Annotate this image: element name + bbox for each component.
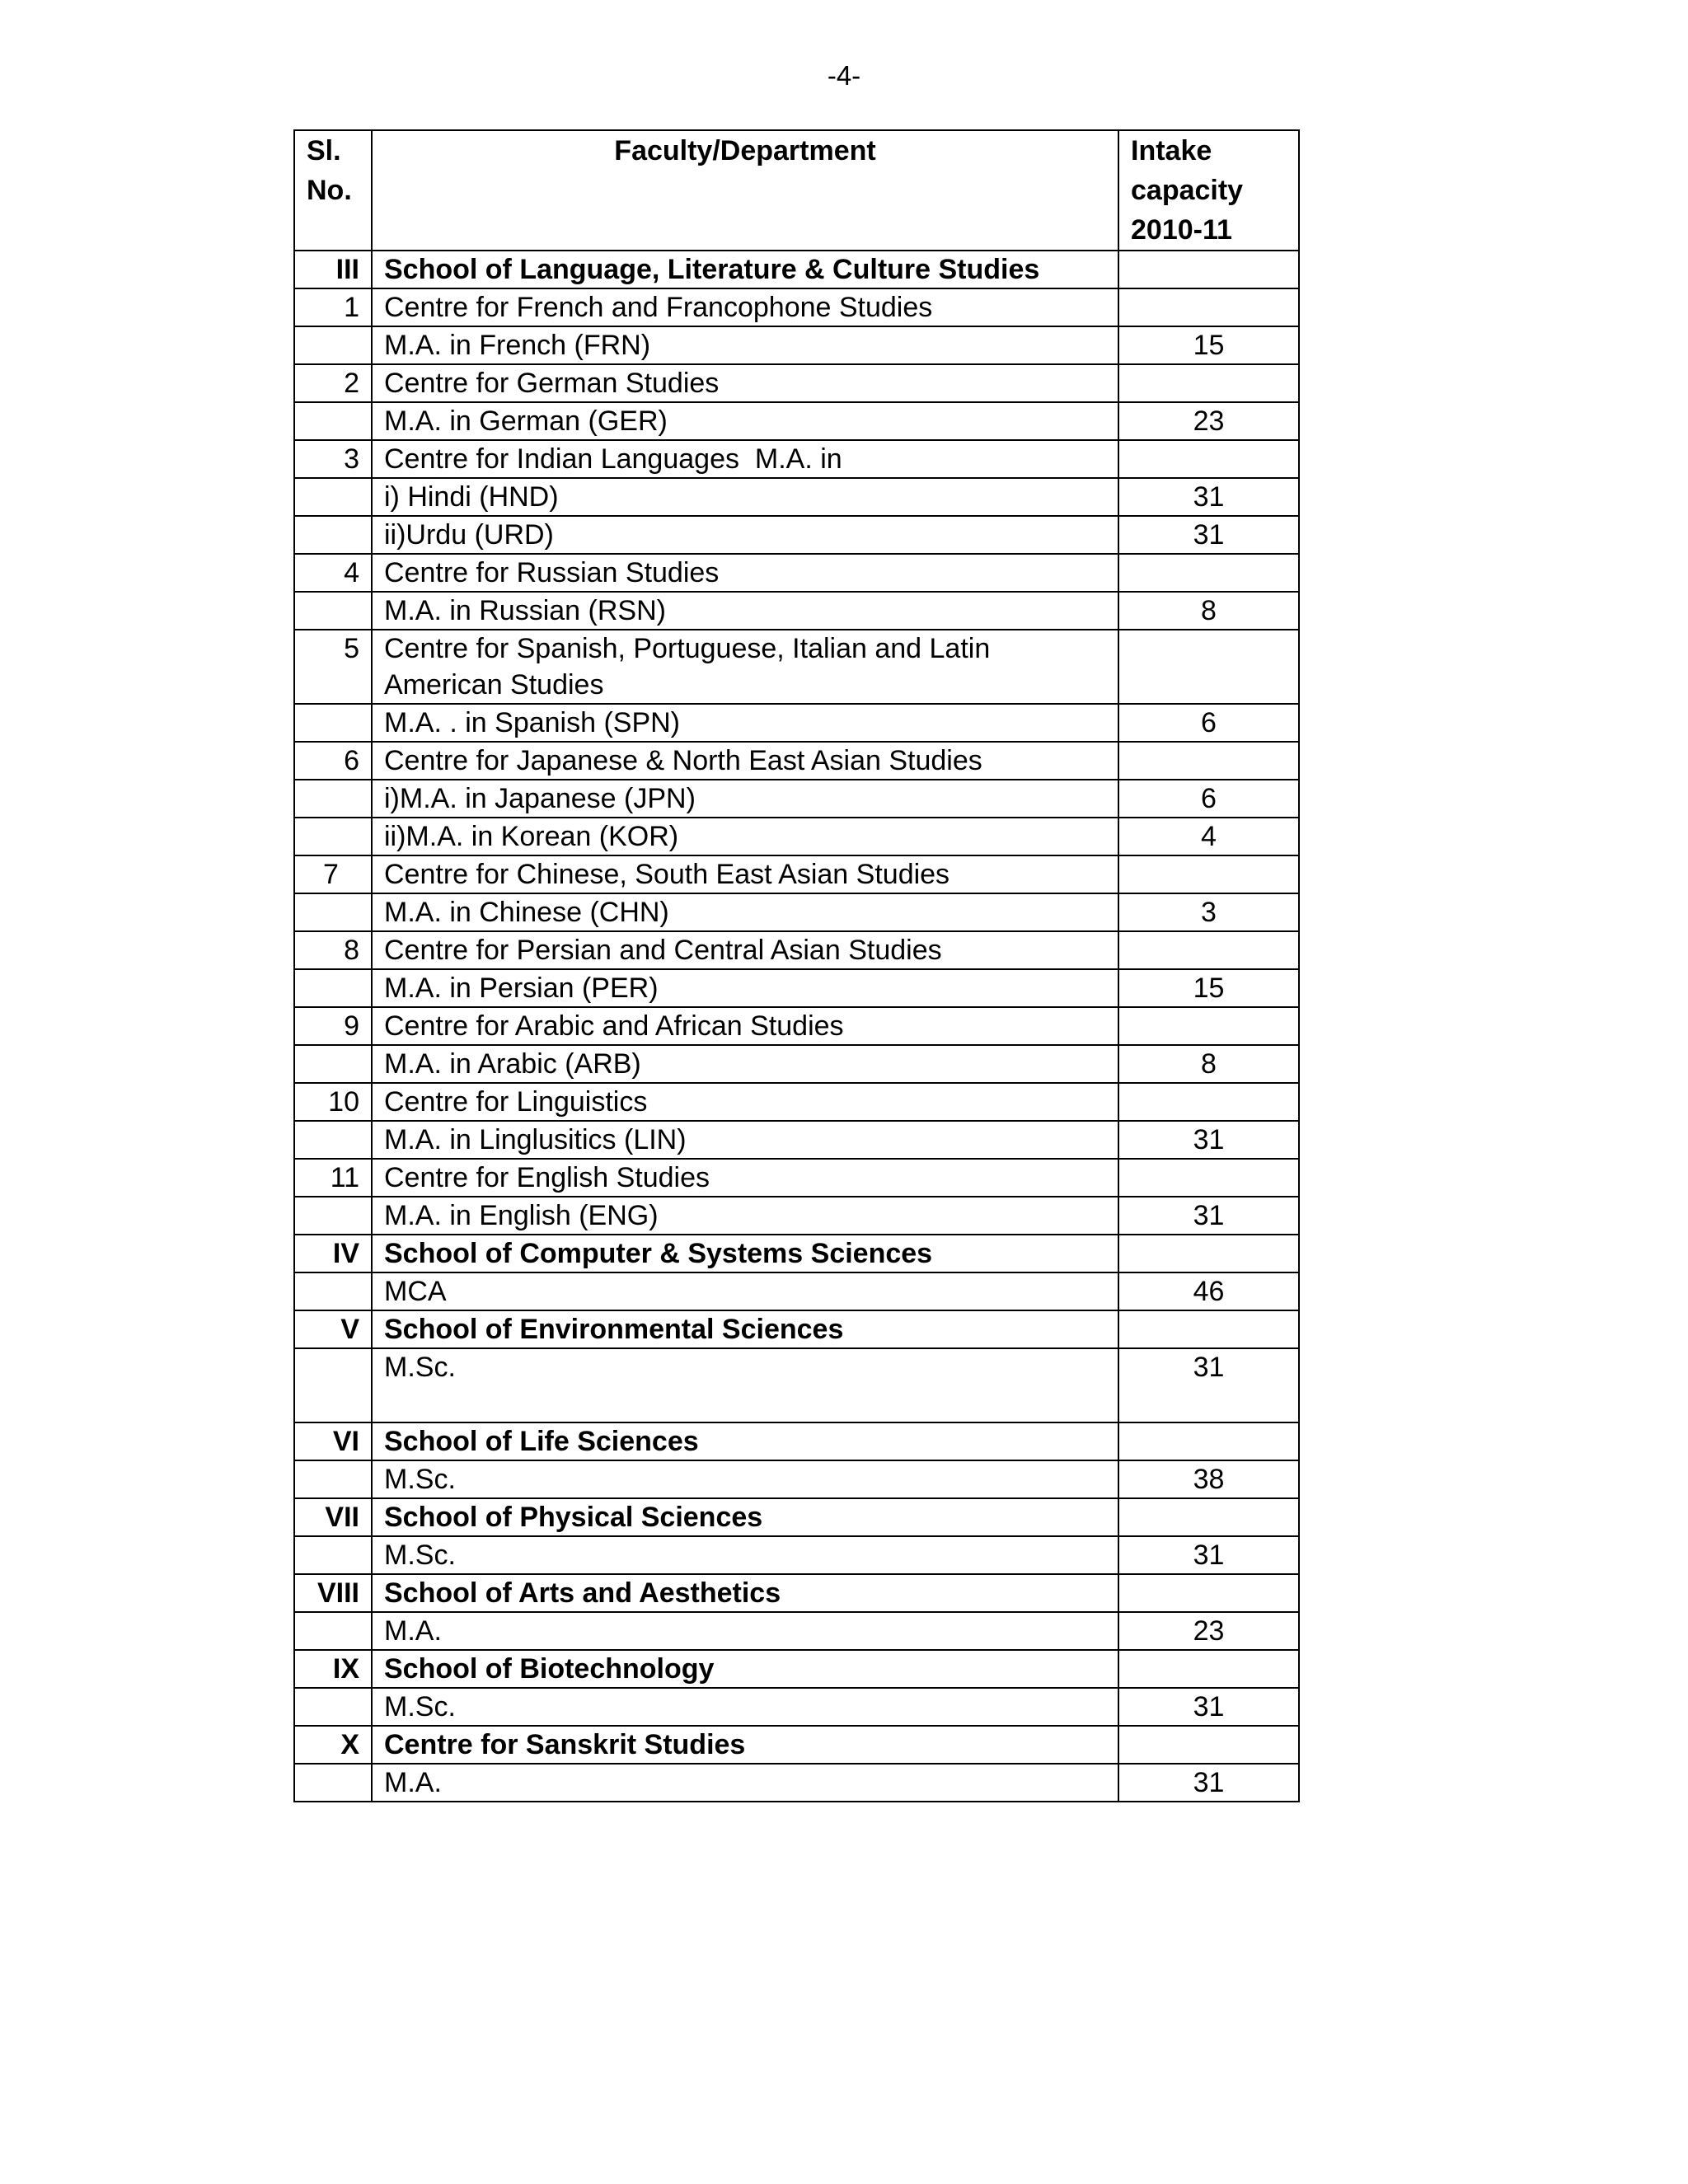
intake-cell [1118, 1726, 1299, 1764]
sl-cell: VIII [294, 1574, 372, 1612]
faculty-cell: M.Sc. [372, 1460, 1118, 1498]
table-row [294, 1422, 1299, 1460]
faculty-cell: M.A. in French (FRN) [372, 326, 1118, 364]
table-header-row [294, 130, 1299, 251]
faculty-cell: Centre for Japanese & North East Asian Studies [372, 742, 1118, 780]
intake-cell [1118, 1310, 1299, 1348]
table-row [294, 780, 1299, 818]
table-row [294, 478, 1299, 516]
table-row [294, 1688, 1299, 1726]
table-row [294, 969, 1299, 1007]
faculty-cell: School of Arts and Aesthetics [372, 1574, 1118, 1612]
sl-cell: V [294, 1310, 372, 1348]
intake-cell: 31 [1118, 478, 1299, 516]
sl-cell: 7 [294, 855, 372, 893]
faculty-cell: ii)M.A. in Korean (KOR) [372, 818, 1118, 855]
table-row [294, 1612, 1299, 1650]
intake-cell: 31 [1118, 1688, 1299, 1726]
sl-cell [294, 1764, 372, 1802]
faculty-cell: Centre for Russian Studies [372, 554, 1118, 592]
sl-cell: III [294, 251, 372, 288]
table-row [294, 402, 1299, 440]
sl-cell [294, 1536, 372, 1574]
sl-cell: 8 [294, 931, 372, 969]
sl-cell: 5 [294, 630, 372, 704]
sl-cell [294, 1688, 372, 1726]
table-row [294, 1764, 1299, 1802]
faculty-cell: Centre for Persian and Central Asian Studies [372, 931, 1118, 969]
sl-cell [294, 1460, 372, 1498]
intake-cell [1118, 440, 1299, 478]
sl-cell [294, 516, 372, 554]
sl-cell [294, 704, 372, 742]
intake-cell [1118, 742, 1299, 780]
table-row [294, 1235, 1299, 1272]
intake-cell: 46 [1118, 1272, 1299, 1310]
faculty-cell: Centre for French and Francophone Studies [372, 288, 1118, 326]
faculty-cell: M.A. . in Spanish (SPN) [372, 704, 1118, 742]
sl-cell [294, 1348, 372, 1422]
sl-cell: 3 [294, 440, 372, 478]
intake-cell: 6 [1118, 780, 1299, 818]
sl-cell [294, 780, 372, 818]
intake-cell [1118, 1650, 1299, 1688]
table-row [294, 1159, 1299, 1197]
table-row [294, 554, 1299, 592]
intake-cell: 8 [1118, 592, 1299, 630]
table-row [294, 630, 1299, 704]
table-row [294, 1310, 1299, 1348]
sl-cell: 11 [294, 1159, 372, 1197]
sl-cell [294, 1612, 372, 1650]
table-row [294, 326, 1299, 364]
table-row [294, 592, 1299, 630]
intake-cell [1118, 1235, 1299, 1272]
table-row [294, 1272, 1299, 1310]
intake-cell: 31 [1118, 1348, 1299, 1422]
faculty-cell: M.A. in Chinese (CHN) [372, 893, 1118, 931]
intake-cell [1118, 1422, 1299, 1460]
table-row [294, 818, 1299, 855]
faculty-cell: Centre for Arabic and African Studies [372, 1007, 1118, 1045]
faculty-cell: M.A. in German (GER) [372, 402, 1118, 440]
table-row [294, 1045, 1299, 1083]
intake-cell: 23 [1118, 402, 1299, 440]
intake-cell: 31 [1118, 516, 1299, 554]
sl-cell: VII [294, 1498, 372, 1536]
faculty-cell: M.A. in Persian (PER) [372, 969, 1118, 1007]
sl-cell [294, 893, 372, 931]
faculty-cell: Centre for Spanish, Portuguese, Italian and Latin American Studies [372, 630, 1118, 704]
faculty-cell: MCA [372, 1272, 1118, 1310]
header-sl-line1: Sl. [307, 135, 341, 166]
faculty-cell: School of Physical Sciences [372, 1498, 1118, 1536]
intake-cell [1118, 1574, 1299, 1612]
header-faculty-label: Faculty/Department [614, 135, 876, 166]
intake-cell: 38 [1118, 1460, 1299, 1498]
table-row [294, 1650, 1299, 1688]
header-sl-no [294, 130, 372, 251]
intake-cell: 31 [1118, 1536, 1299, 1574]
intake-cell [1118, 1159, 1299, 1197]
sl-cell: IX [294, 1650, 372, 1688]
sl-cell [294, 969, 372, 1007]
table-row [294, 440, 1299, 478]
faculty-cell: Centre for Sanskrit Studies [372, 1726, 1118, 1764]
faculty-cell: M.A. in Russian (RSN) [372, 592, 1118, 630]
faculty-cell: M.Sc. [372, 1536, 1118, 1574]
header-faculty [372, 130, 1118, 251]
table-row [294, 288, 1299, 326]
table-row [294, 1007, 1299, 1045]
intake-cell: 31 [1118, 1764, 1299, 1802]
faculty-cell: School of Language, Literature & Culture Studies [372, 251, 1118, 288]
faculty-cell: Centre for German Studies [372, 364, 1118, 402]
sl-cell: 4 [294, 554, 372, 592]
sl-cell [294, 1045, 372, 1083]
intake-cell [1118, 855, 1299, 893]
faculty-cell: Centre for Indian Languages M.A. in [372, 440, 1118, 478]
faculty-cell: Centre for Linguistics [372, 1083, 1118, 1121]
sl-cell: 10 [294, 1083, 372, 1121]
table-row [294, 1121, 1299, 1159]
table-row [294, 1536, 1299, 1574]
sl-cell: 6 [294, 742, 372, 780]
table-row [294, 364, 1299, 402]
table-row [294, 1083, 1299, 1121]
intake-cell [1118, 1083, 1299, 1121]
sl-cell [294, 1197, 372, 1235]
header-sl-line2: No. [307, 175, 352, 206]
faculty-cell: M.A. [372, 1612, 1118, 1650]
table-row [294, 855, 1299, 893]
table-row [294, 1574, 1299, 1612]
intake-cell: 31 [1118, 1121, 1299, 1159]
table-row [294, 516, 1299, 554]
faculty-cell: M.A. in English (ENG) [372, 1197, 1118, 1235]
intake-cell: 31 [1118, 1197, 1299, 1235]
intake-cell [1118, 1498, 1299, 1536]
sl-cell: 1 [294, 288, 372, 326]
table-row [294, 742, 1299, 780]
faculty-cell: School of Environmental Sciences [372, 1310, 1118, 1348]
table-row [294, 893, 1299, 931]
intake-cell [1118, 554, 1299, 592]
table-row [294, 1348, 1299, 1422]
faculty-cell: School of Computer & Systems Sciences [372, 1235, 1118, 1272]
sl-cell [294, 1121, 372, 1159]
intake-cell: 15 [1118, 969, 1299, 1007]
sl-cell: IV [294, 1235, 372, 1272]
sl-cell [294, 478, 372, 516]
table-row [294, 1197, 1299, 1235]
intake-cell: 8 [1118, 1045, 1299, 1083]
sl-cell [294, 818, 372, 855]
sl-cell [294, 1272, 372, 1310]
faculty-cell: M.Sc. [372, 1688, 1118, 1726]
sl-cell: VI [294, 1422, 372, 1460]
table-row [294, 1726, 1299, 1764]
table-row [294, 931, 1299, 969]
intake-cell [1118, 251, 1299, 288]
faculty-cell: Centre for English Studies [372, 1159, 1118, 1197]
intake-capacity-table [293, 129, 1300, 1802]
sl-cell: X [294, 1726, 372, 1764]
faculty-cell: i) Hindi (HND) [372, 478, 1118, 516]
intake-cell [1118, 364, 1299, 402]
sl-cell [294, 402, 372, 440]
table-row [294, 704, 1299, 742]
page-number: -4- [827, 60, 861, 91]
faculty-cell: M.A. in Linglusitics (LIN) [372, 1121, 1118, 1159]
faculty-cell: i)M.A. in Japanese (JPN) [372, 780, 1118, 818]
intake-cell: 15 [1118, 326, 1299, 364]
header-intake-line3: 2010-11 [1131, 214, 1232, 246]
intake-cell: 6 [1118, 704, 1299, 742]
faculty-cell: School of Biotechnology [372, 1650, 1118, 1688]
intake-cell: 23 [1118, 1612, 1299, 1650]
sl-cell [294, 326, 372, 364]
sl-cell: 9 [294, 1007, 372, 1045]
faculty-cell: M.Sc. [372, 1348, 1118, 1422]
sl-cell: 2 [294, 364, 372, 402]
table-row [294, 1460, 1299, 1498]
header-intake [1118, 130, 1299, 251]
faculty-cell: M.A. [372, 1764, 1118, 1802]
table-row [294, 1498, 1299, 1536]
faculty-cell: ii)Urdu (URD) [372, 516, 1118, 554]
intake-cell [1118, 630, 1299, 704]
header-intake-line2: capacity [1131, 175, 1244, 206]
table-row [294, 251, 1299, 288]
faculty-cell: M.A. in Arabic (ARB) [372, 1045, 1118, 1083]
intake-cell [1118, 288, 1299, 326]
faculty-cell: Centre for Chinese, South East Asian Studies [372, 855, 1118, 893]
header-intake-line1: Intake [1131, 135, 1212, 166]
sl-cell [294, 592, 372, 630]
intake-cell [1118, 1007, 1299, 1045]
faculty-cell: School of Life Sciences [372, 1422, 1118, 1460]
intake-cell: 4 [1118, 818, 1299, 855]
intake-cell: 3 [1118, 893, 1299, 931]
intake-cell [1118, 931, 1299, 969]
